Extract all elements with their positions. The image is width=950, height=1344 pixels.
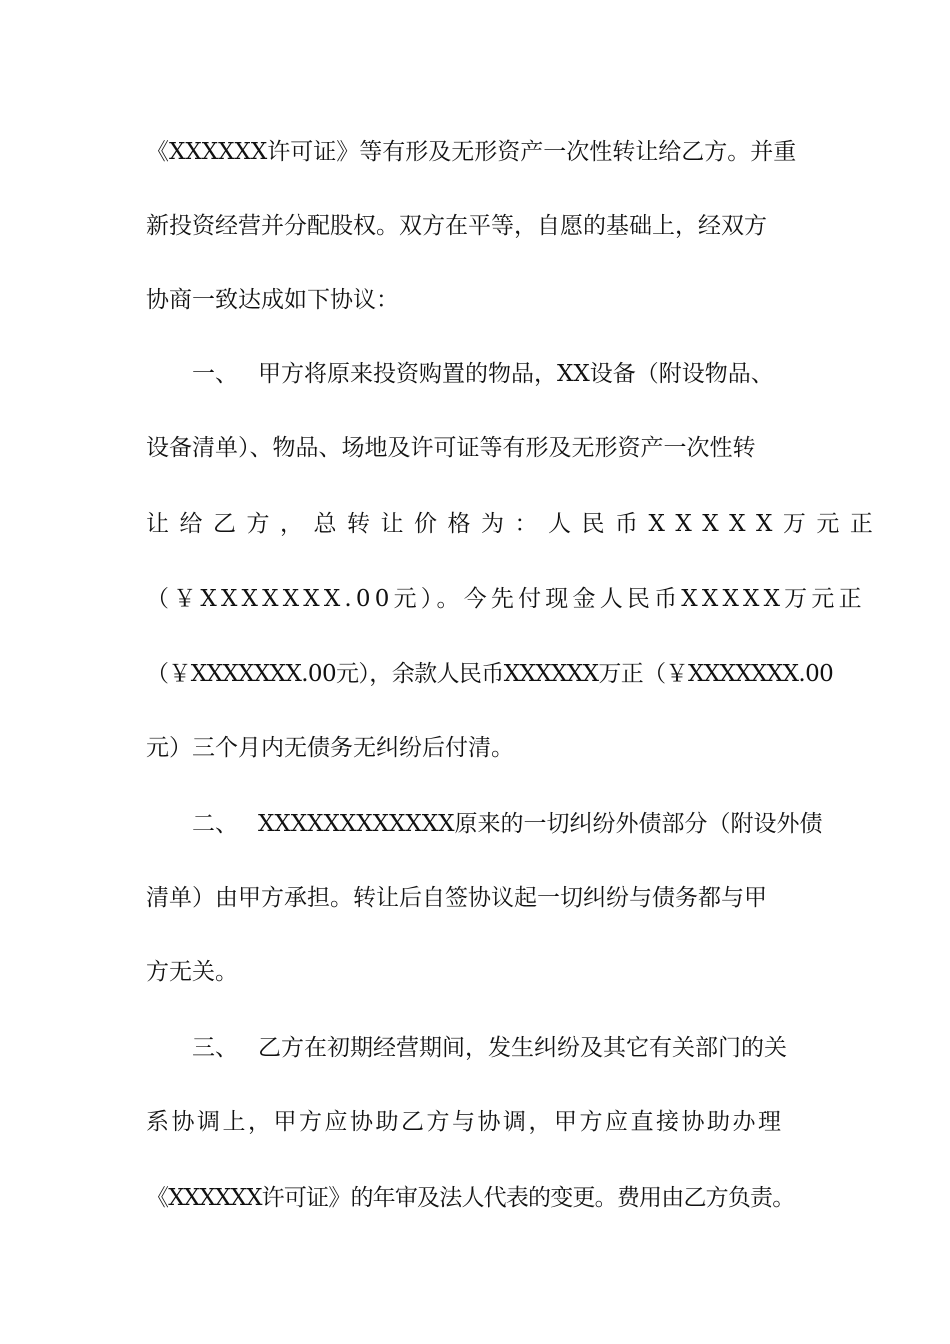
paragraph-line: 《XXXXXX许可证》等有形及无形资产一次性转让给乙方。并重 (146, 139, 797, 165)
paragraph-line: 元）三个月内无债务无纠纷后付清。 (146, 735, 514, 761)
clause-2-line (146, 804, 823, 844)
clause-number: 二、 (192, 811, 238, 837)
clause-number: 三、 (192, 1035, 238, 1061)
paragraph-line: 《XXXXXX许可证》的年审及法人代表的变更。费用由乙方负责。 (146, 1185, 795, 1211)
paragraph-line: 协商一致达成如下协议： (146, 287, 399, 313)
paragraph-line: （￥XXXXXXX.00元），余款人民币XXXXXX万正（￥XXXXXXX.00 (146, 661, 834, 687)
clause-text: 甲方将原来投资购置的物品，XX设备（附设物品、 (258, 361, 774, 387)
clause-3-line (146, 1028, 806, 1068)
paragraph-line: （￥XXXXXXX.00元）。今先付现金人民币XXXXX万元正 (146, 586, 866, 612)
paragraph-line: 系协调上，甲方应协助乙方与协调，甲方应直接协助办理 (146, 1109, 784, 1135)
clause-text: XXXXXXXXXXXX原来的一切纠纷外债部分（附设外债 (258, 811, 823, 837)
paragraph-line: 设备清单）、物品、场地及许可证等有形及无形资产一次性转 (146, 435, 756, 461)
paragraph-line: 让给乙方，总转让价格为：人民币XXXXX万元正 (146, 511, 884, 537)
paragraph-line: 方无关。 (146, 959, 238, 985)
clause-1-line (146, 354, 806, 394)
clause-text: 乙方在初期经营期间，发生纠纷及其它有关部门的关 (258, 1035, 787, 1061)
paragraph-line: 清单）由甲方承担。转让后自签协议起一切纠纷与债务都与甲 (146, 885, 767, 911)
clause-number: 一、 (192, 361, 238, 387)
paragraph-line: 新投资经营并分配股权。双方在平等，自愿的基础上，经双方 (146, 213, 767, 239)
